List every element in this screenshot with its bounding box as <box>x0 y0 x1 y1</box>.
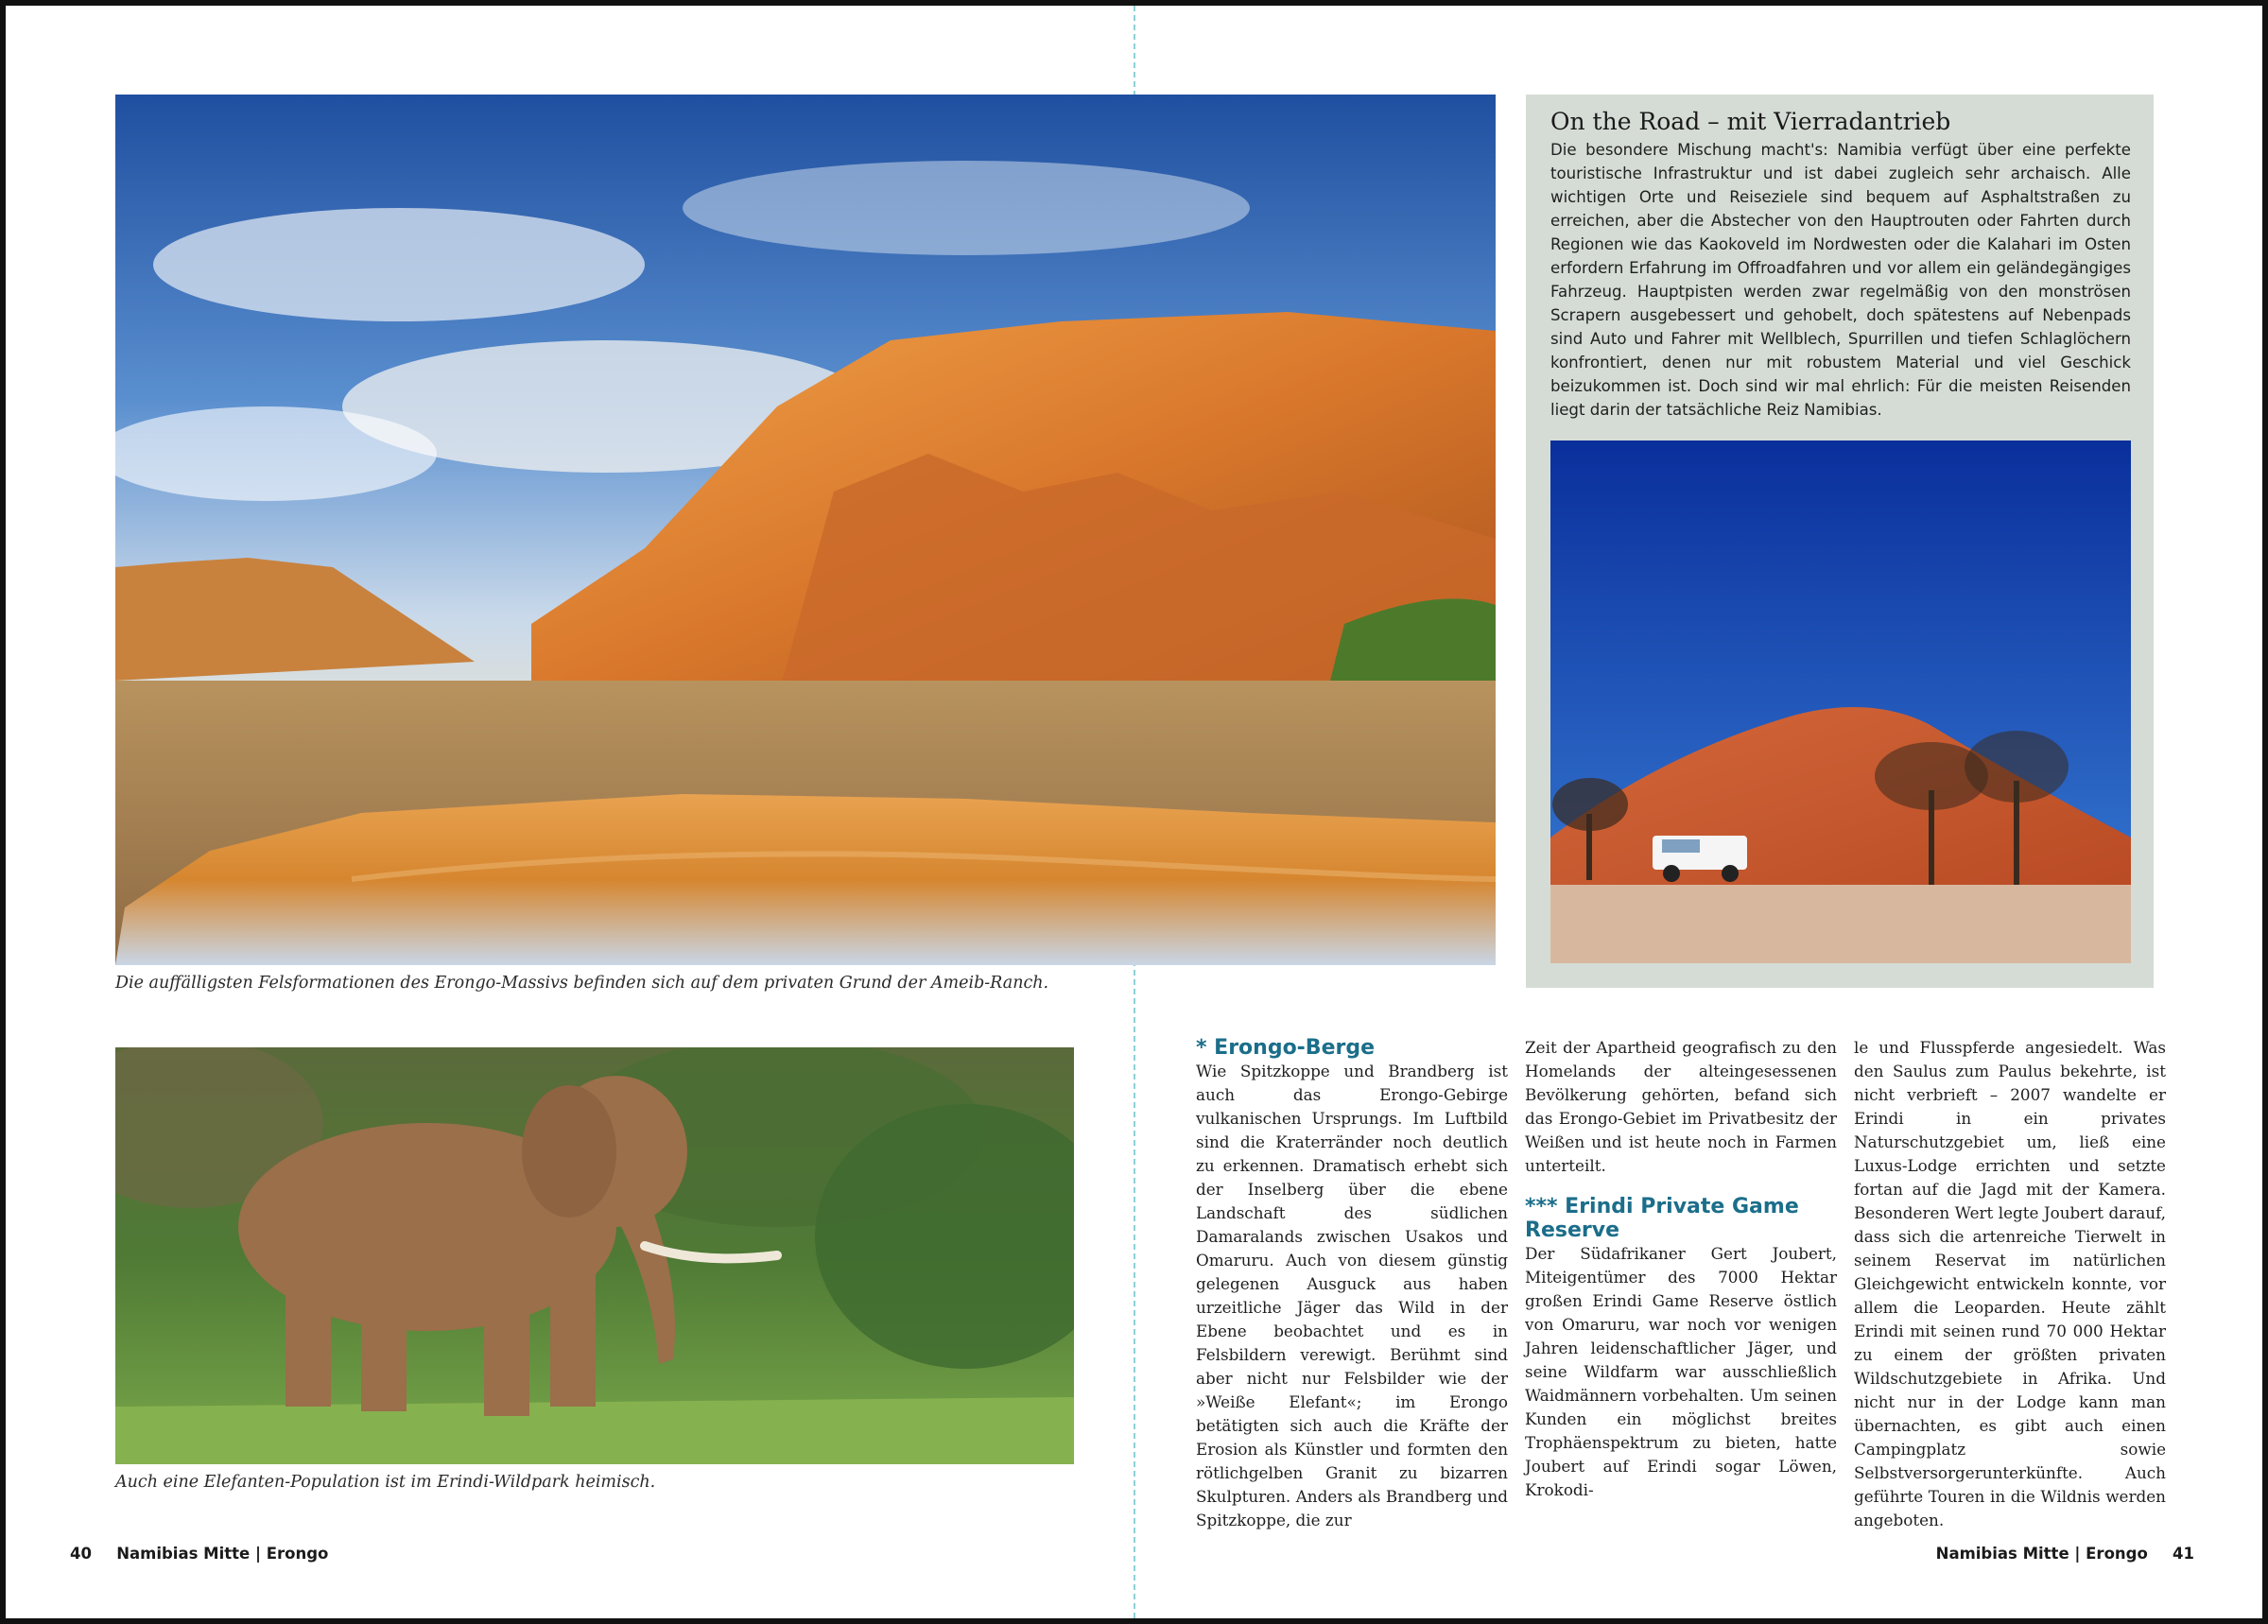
paragraph-erindi-continued: le und Flusspferde angesiedelt. Was den Saulus zum Paulus bekehrte, ist nicht verbrieft – 2007 wandelte er Erindi in ein privates Naturschutzgebiet um, ließ eine Luxus-Lodge errichten und setzte fortan auf die Jagd mit der Kamera. Besonderen Wert legte Joubert darauf, dass sich die artenreiche Tierwelt in seinem Reservat im natürlichen Gleichgewicht entwickeln konnte, vor allem die Leoparden. Heute zählt Erindi mit seinen rund 70 000 Hektar zu einem der größten privaten Wildschutzgebiete in Afrika. Und nicht nur in der Lodge kann man übernachten, es gibt auch einen Campingplatz sowie Selbstversorgerunterkünfte. Auch geführte Touren in die Wildnis werden angeboten. <box>1854 1038 2166 1529</box>
footer-left <box>70 1545 328 1563</box>
paragraph-erongo: Wie Spitzkoppe und Brandberg ist auch das Erongo-Gebirge vulkanischen Ursprungs. Im Luftbild sind die Kraterränder noch deutlich zu erkennen. Dramatisch erhebt sich der Inselberg über die ebene Landschaft des südlichen Damaralands zwischen Usakos und Omaruru. Auch von diesem günstig gelegenen Ausguck aus haben urzeitliche Jäger das Wild in der Ebene beobachtet und es in Felsbildern verewigt. Berühmt sind aber nicht nur Felsbilder wie der »Weiße Elefant«; im Erongo betätigten sich auch die Kräfte der Erosion als Künstler und formten den rötlichgelben Granit zu bizarren Skulpturen. Anders als Brandberg und Spitzkoppe, die zur <box>1196 1062 1508 1529</box>
article-column-1 <box>1196 1036 1508 1532</box>
heading-erindi: *** Erindi Private Game Reserve <box>1525 1195 1799 1242</box>
section-label-right: Namibias Mitte | Erongo <box>1935 1545 2148 1563</box>
heading-erongo-berge: * Erongo-Berge <box>1196 1036 1376 1060</box>
sidebar-box <box>1526 95 2154 988</box>
photo-elephant <box>115 1047 1074 1464</box>
article-column-2 <box>1525 1036 1837 1502</box>
page-number-left: 40 <box>70 1545 92 1563</box>
caption-rocks: Die auffälligsten Felsformationen des Erongo-Massivs befinden sich auf dem privaten Grund der Ameib-Ranch. <box>115 974 1049 993</box>
section-label-left: Namibias Mitte | Erongo <box>116 1545 329 1563</box>
photo-erongo-rocks <box>115 95 1496 965</box>
sidebar-title: On the Road – mit Vierradantrieb <box>1550 108 1951 135</box>
caption-elephant: Auch eine Elefanten-Population ist im Erindi-Wildpark heimisch. <box>115 1473 656 1492</box>
sidebar-body: Die besondere Mischung macht's: Namibia verfügt über eine perfekte touristische Infrastruktur und ist dabei zugleich sehr archaisch. Alle wichtigen Orte und Reiseziele sind bequem auf Asphaltstraßen zu erreichen, aber die Abstecher von den Hauptrouten oder Fahrten durch Regionen wie das Kaokoveld im Nordwesten oder die Kalahari im Osten erfordern Erfahrung im Offroadfahren und vor allem ein geländegängiges Fahrzeug. Hauptpisten werden zwar regelmäßig von den monströsen Scrapern ausgebessert und gehobelt, doch spätestens auf Nebenpads sind Auto und Fahrer mit Wellblech, Spurrillen und tiefen Schlaglöchern konfrontiert, denen nur mit robustem Material und viel Geschick beizukommen ist. Doch sind wir mal ehrlich: Für die meisten Reisenden liegt darin der tatsächliche Reiz Namibias. <box>1550 141 2131 419</box>
article-column-3 <box>1854 1036 2166 1532</box>
paragraph-apartheid: Zeit der Apartheid geografisch zu den Homelands der alteingesessenen Bevölkerung gehörten, befand sich das Erongo-Gebiet im Privatbesitz der Weißen und ist heute noch in Farmen unterteilt. <box>1525 1038 1837 1175</box>
photo-dune-vehicle <box>1550 441 2131 963</box>
footer-right <box>1936 1545 2194 1563</box>
page-number-right: 41 <box>2173 1545 2194 1563</box>
paragraph-erindi: Der Südafrikaner Gert Joubert, Miteigentümer des 7000 Hektar großen Erindi Game Reserve östlich von Omaruru, war noch vor wenigen Jahren leidenschaftlicher Jäger, und seine Wildfarm war ausschließlich Waidmännern vorbehalten. Um seinen Kunden ein möglichst breites Trophäenspektrum zu bieten, hatte Joubert auf Erindi sogar Löwen, Krokodi- <box>1525 1244 1837 1499</box>
